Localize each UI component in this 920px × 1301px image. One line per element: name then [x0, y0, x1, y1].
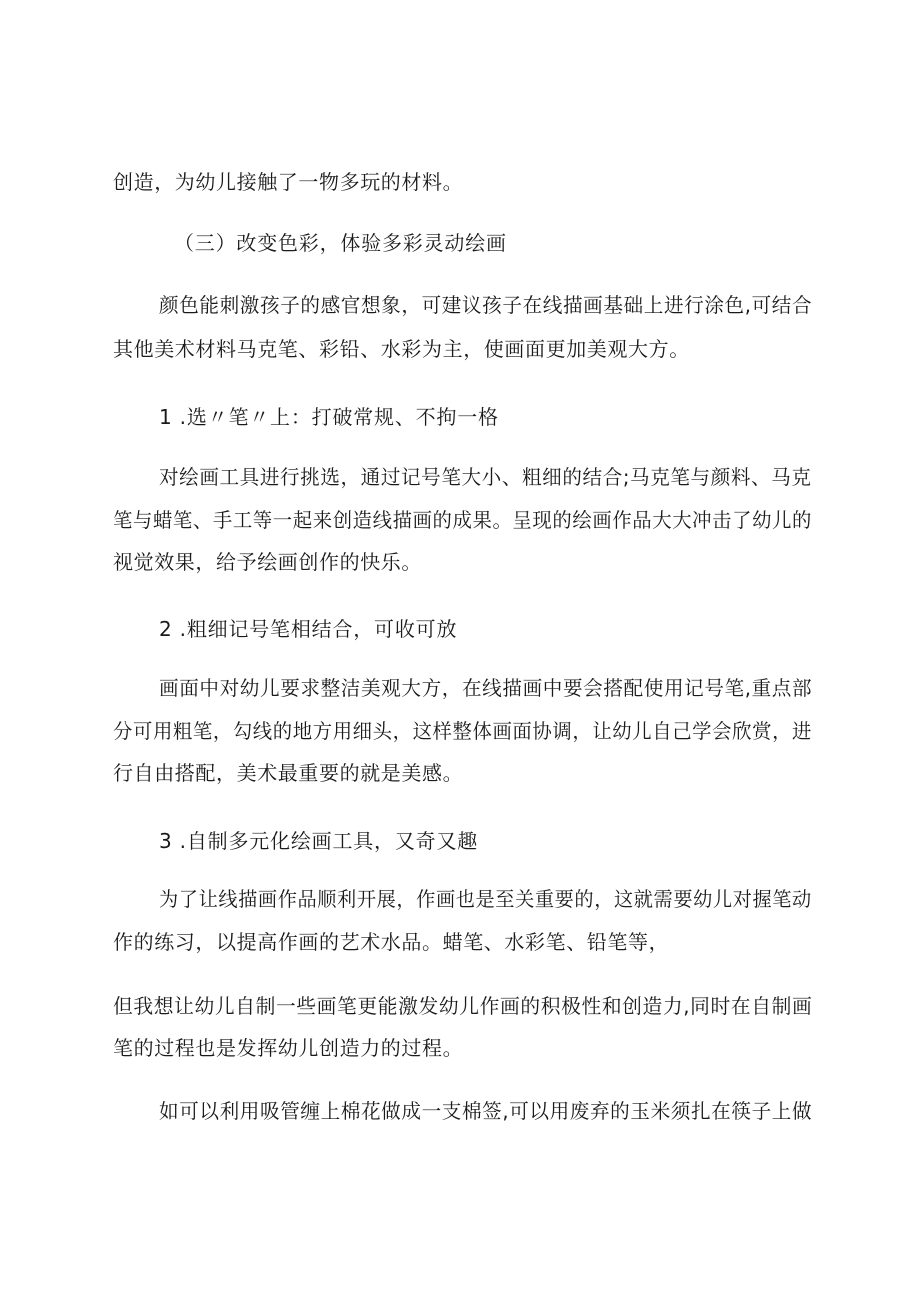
paragraph-line: 创造，为幼儿接触了一物多玩的材料。 [113, 170, 464, 194]
section-heading: （三）改变色彩，体验多彩灵动绘画 [174, 231, 507, 255]
paragraph-line: 画面中对幼儿要求整洁美观大方，在线描画中要会搭配使用记号笔,重点部 [159, 676, 813, 700]
paragraph-line: 笔的过程也是发挥幼儿创造力的过程。 [113, 1036, 464, 1060]
paragraph-line: 为了让线描画作品顺利开展，作画也是至关重要的，这就需要幼儿对握笔动 [159, 887, 812, 911]
paragraph-line: 作的练习，以提高作画的艺术水品。蜡笔、水彩笔、铅笔等， [113, 930, 670, 954]
paragraph-line: 视觉效果，给予绘画创作的快乐。 [113, 550, 422, 574]
paragraph-line: 对绘画工具进行挑选，通过记号笔大小、粗细的结合;马克笔与颜料、马克 [159, 465, 812, 489]
paragraph-line: 但我想让幼儿自制一些画笔更能激发幼儿作画的积极性和创造力,同时在自制画 [113, 994, 813, 1018]
paragraph-line: 分可用粗笔，勾线的地方用细头，这样整体画面协调，让幼儿自己学会欣赏，进 [113, 719, 813, 743]
paragraph-line: 笔与蜡笔、手工等一起来创造线描画的成果。呈现的绘画作品大大冲击了幼儿的 [113, 508, 813, 532]
subsection-heading: 1 .选〃笔〃上：打破常规、不拘一格 [159, 405, 499, 429]
subsection-heading: 3 .自制多元化绘画工具，又奇又趣 [159, 829, 479, 853]
subsection-heading: 2 .粗细记号笔相结合，可收可放 [159, 617, 458, 641]
paragraph-line: 如可以利用吸管缠上棉花做成一支棉签,可以用废弃的玉米须扎在筷子上做 [159, 1099, 813, 1123]
paragraph-line: 颜色能刺激孩子的感官想象，可建议孩子在线描画基础上进行涂色,可结合 [159, 293, 813, 317]
paragraph-line: 行自由搭配，美术最重要的就是美感。 [113, 761, 464, 785]
paragraph-line: 其他美术材料马克笔、彩铅、水彩为主，使画面更加美观大方。 [113, 337, 690, 361]
